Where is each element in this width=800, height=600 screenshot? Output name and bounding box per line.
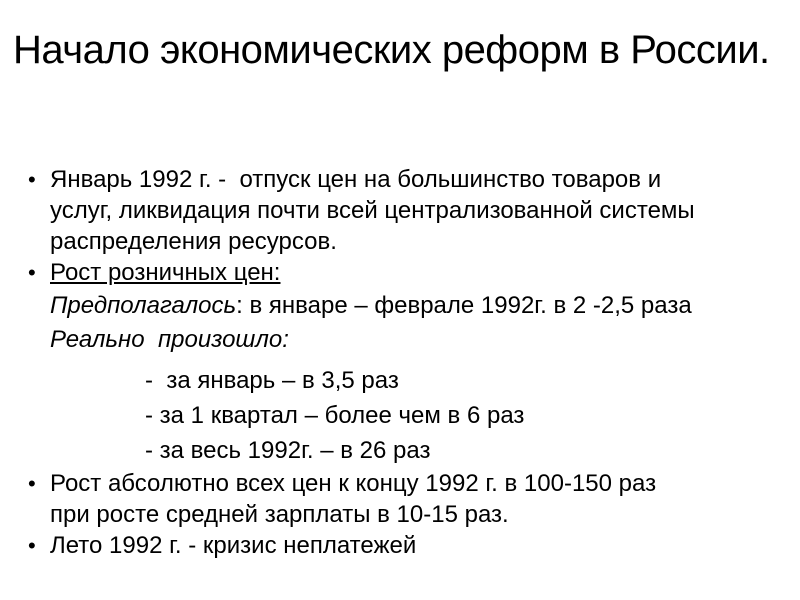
sub-item-text: - за весь 1992г. – в 26 раз [145, 437, 431, 464]
bullet-continuation-line [28, 226, 784, 257]
bullet-text-line: распределения ресурсов. [50, 228, 337, 255]
expected-growth-text [50, 290, 692, 321]
bullet-marker: • [28, 260, 36, 285]
expected-growth-line [28, 290, 784, 321]
bullet-item-retail-price-growth [28, 257, 784, 288]
actual-label: Реально произошло: [50, 326, 289, 353]
bullet-item-price-liberalization [28, 164, 784, 195]
bullet-text-line: при росте средней зарплаты в 10-15 раз. [50, 501, 509, 528]
actual-growth-line [28, 324, 784, 355]
sub-item-text: - за 1 квартал – более чем в 6 раз [145, 402, 525, 429]
slide-body [28, 164, 784, 561]
bullet-marker: • [28, 533, 36, 558]
sub-item-first-quarter [28, 398, 784, 433]
bullet-item-absolute-price-growth [28, 468, 784, 499]
bullet-marker: • [28, 471, 36, 496]
bullet-text-line: Лето 1992 г. - кризис неплатежей [50, 532, 417, 559]
sub-item-text: - за январь – в 3,5 раз [145, 367, 399, 394]
expected-label: Предполагалось [50, 292, 237, 319]
bullet-continuation-line [28, 195, 784, 226]
sub-item-january [28, 363, 784, 398]
bullet-text-line: услуг, ликвидация почти всей централизованной системы [50, 197, 695, 224]
retail-price-growth-heading: Рост розничных цен: [50, 259, 281, 286]
bullet-text-line: Рост абсолютно всех цен к концу 1992 г. в 100-150 раз [50, 470, 657, 497]
bullet-continuation-line [28, 499, 784, 530]
bullet-text-line: Январь 1992 г. - отпуск цен на большинство товаров и [50, 166, 662, 193]
bullet-item-payment-crisis [28, 530, 784, 561]
sub-item-whole-year [28, 433, 784, 468]
slide-title: Начало экономических реформ в России. [13, 28, 770, 72]
expected-value: : в январе – феврале 1992г. в 2 -2,5 раза [236, 292, 692, 319]
bullet-marker: • [28, 167, 36, 192]
